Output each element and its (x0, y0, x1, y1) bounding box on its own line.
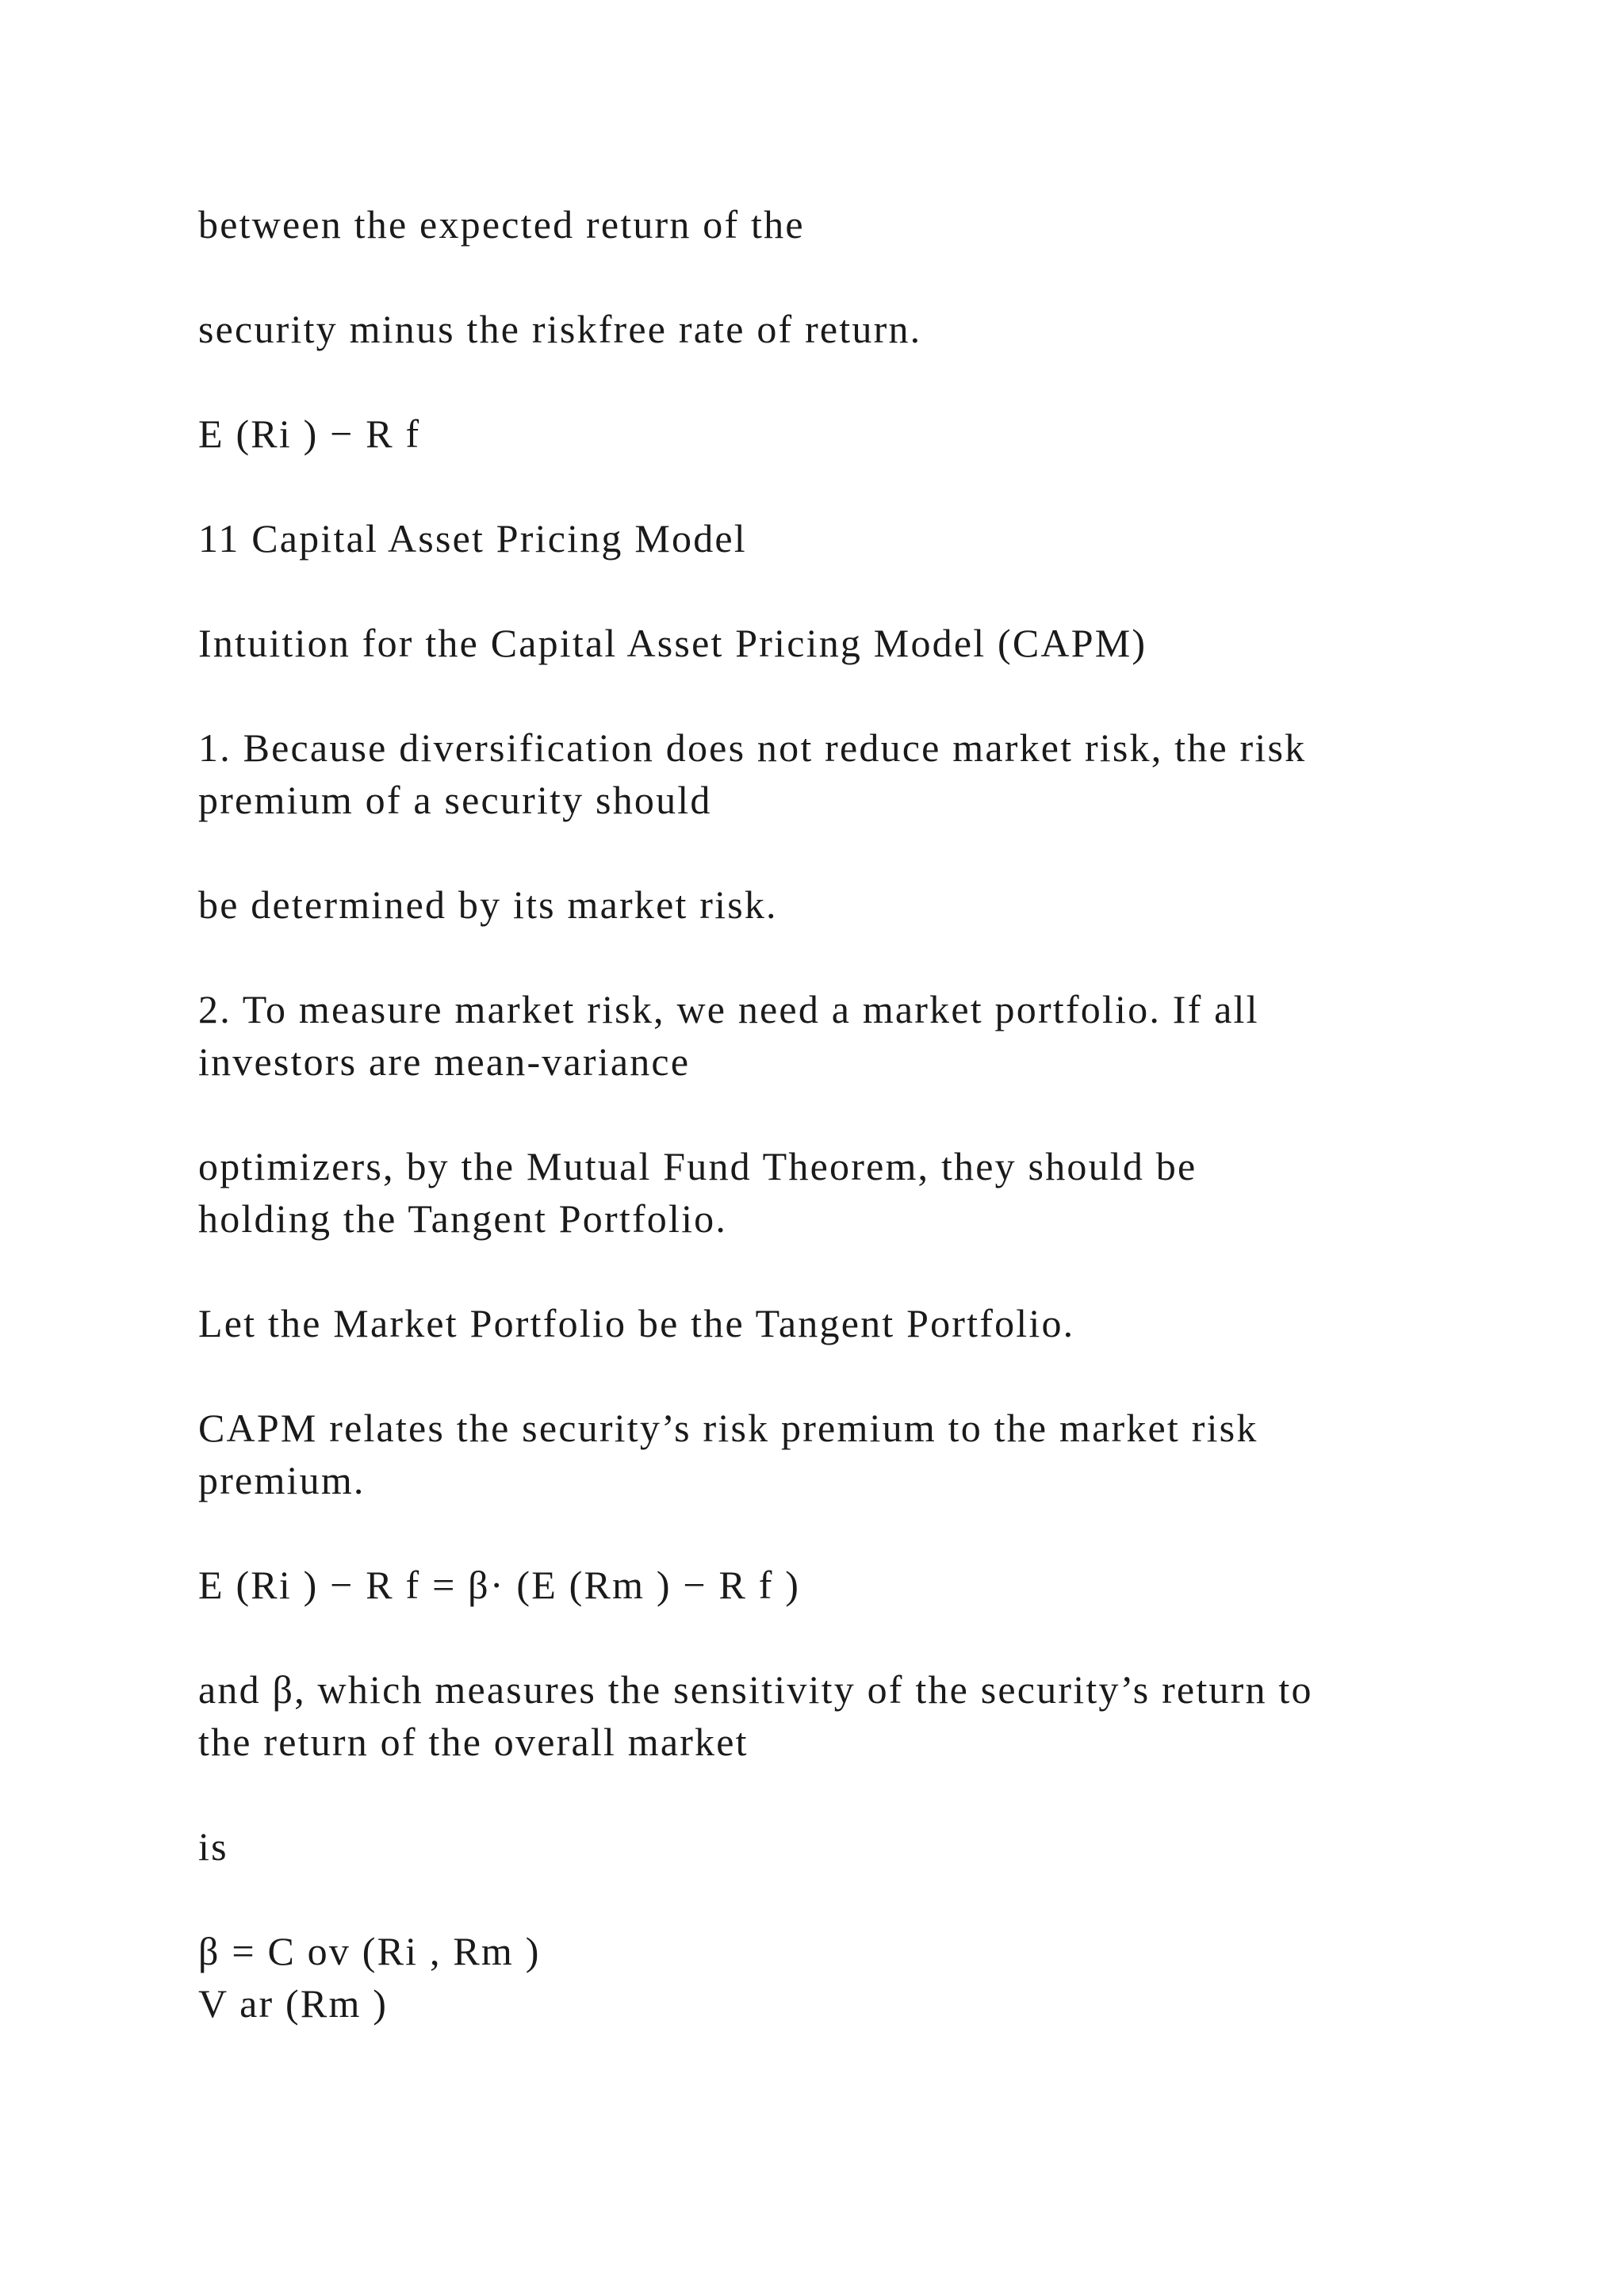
text-line: E (Ri ) − R f (198, 411, 421, 456)
text-line: the return of the overall market (198, 1720, 749, 1764)
text-line: optimizers, by the Mutual Fund Theorem, they should be (198, 1144, 1197, 1188)
text-line: Let the Market Portfolio be the Tangent Portfolio. (198, 1301, 1075, 1345)
text-line: premium. (198, 1458, 366, 1502)
paragraph-riskfree-rate (198, 303, 1467, 355)
text-line: Intuition for the Capital Asset Pricing Model (CAPM) (198, 621, 1147, 665)
equation-risk-premium (198, 408, 1467, 460)
section-heading-capm (198, 512, 1467, 564)
text-line: and β, which measures the sensitivity of the security’s return to (198, 1667, 1313, 1712)
text-line: is (198, 1824, 228, 1869)
text-line: CAPM relates the security’s risk premium to the market risk (198, 1406, 1258, 1450)
equation-capm (198, 1559, 1467, 1611)
paragraph-expected-return (198, 198, 1467, 251)
text-line: 11 Capital Asset Pricing Model (198, 516, 747, 561)
paragraph-mutual-fund-theorem (198, 1140, 1467, 1245)
text-line: 1. Because diversification does not reduce market risk, the risk (198, 725, 1307, 770)
text-line: 2. To measure market risk, we need a market portfolio. If all (198, 987, 1259, 1031)
list-item-2 (198, 983, 1467, 1088)
text-line: E (Ri ) − R f = β· (E (Rm ) − R f ) (198, 1563, 801, 1607)
text-line: holding the Tangent Portfolio. (198, 1196, 728, 1241)
text-line: be determined by its market risk. (198, 882, 778, 927)
paragraph-capm-relation (198, 1402, 1467, 1506)
text-line: security minus the riskfree rate of return. (198, 307, 922, 351)
list-item-1 (198, 721, 1467, 826)
text-line: investors are mean-variance (198, 1039, 691, 1084)
equation-beta (198, 1925, 1467, 2030)
paragraph-is (198, 1820, 1467, 1873)
paragraph-beta-definition (198, 1663, 1467, 1768)
text-line: premium of a security should (198, 778, 712, 822)
paragraph-market-risk (198, 878, 1467, 931)
text-line: between the expected return of the (198, 202, 805, 247)
paragraph-market-portfolio (198, 1297, 1467, 1349)
text-line: β = C ov (Ri , Rm ) (198, 1929, 541, 1973)
text-line: V ar (Rm ) (198, 1981, 389, 2026)
subheading-intuition (198, 617, 1467, 669)
